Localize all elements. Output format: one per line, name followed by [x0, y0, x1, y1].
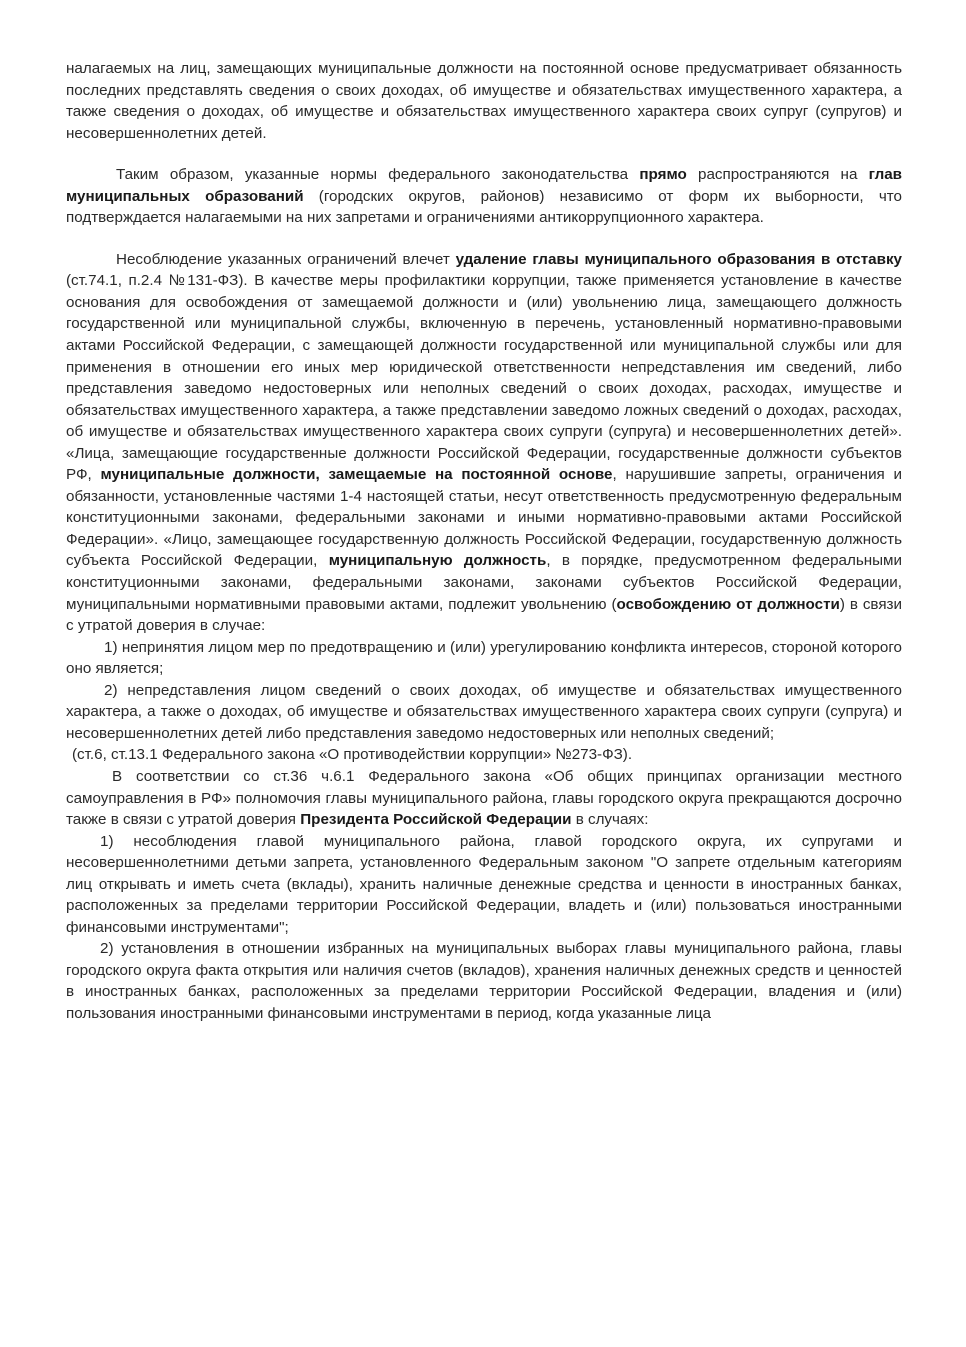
- list-item-4: 2) установления в отношении избранных на муниципальных выборах главы муниципального района, главы городского округа факта открытия или наличия счетов (вкладов), хранения наличных денежных средств и ценностей в иностранных банках, расположенных за пределами территории Российской Федерации, владения и (или) пользования иностранными финансовыми инструментами в период, когда указанные лица: [66, 940, 902, 1022]
- bold-text: прямо: [639, 166, 687, 184]
- text-run: (ст.74.1, п.2.4 №131-ФЗ). В качестве меры профилактики коррупции, также применяется установление в качестве основания для освобождения от замещаемой должности и (или) увольнению лица, замещающего должность государственной или муниципальной службы, включенную в перечень, установленный нормативно-правовыми актами Российской Федерации, с замещающей должности государственной или муниципальной службы или для применения в отношении его иных мер юридической ответственности непредставления им сведений, либо представления заведомо недостоверных или неполных сведений о своих доходах, расходах, имуществе и обязательствах имущественного характера, а также представлении заведомо ложных сведений о доходах, расходах, об имуществе и обязательствах имущественного характера своих супруги (супруга) и несовершеннолетних детей». «Лица, замещающие государственные должности Российской Федерации, государственные должности субъектов РФ,: [66, 272, 902, 484]
- paragraph-conclusion: [66, 164, 902, 229]
- document-page: [66, 58, 902, 1025]
- text-run: Таким образом, указанные нормы федерального законодательства: [116, 166, 640, 184]
- text-run: распространяются на: [686, 166, 869, 184]
- text-run: ) в связи с утратой доверия в случае:: [66, 595, 902, 635]
- bold-text: Президента Российской Федерации: [300, 811, 572, 829]
- bold-text: удаление главы муниципального образования в отставку: [455, 250, 903, 268]
- list-item-3: 1) несоблюдения главой муниципального района, главой городского округа, их супругами и несовершеннолетними детьми запрета, установленного Федеральным законом "О запрете отдельным категориям лиц открывать и иметь счета (вклады), хранить наличные денежные средства и ценности в иностранных банках, расположенных за пределами территории Российской Федерации, владеть и (или) пользоваться иностранными финансовыми инструментами";: [66, 832, 902, 936]
- text-run: в случаях:: [571, 811, 649, 829]
- text-run: Несоблюдение указанных ограничений влечет: [116, 250, 456, 268]
- paragraph-noncompliance: [66, 249, 902, 637]
- bold-text: глав муниципальных образований: [66, 166, 903, 205]
- bold-text: освобождению от должности: [616, 595, 840, 613]
- paragraph-intro: налагаемых на лиц, замещающих муниципальные должности на постоянной основе предусматривает обязанность последних представлять сведения о своих доходах, об имуществе и обязательствах имущественного характера, а также сведения о доходах, об имуществе и обязательствах имущественного характера своих супруг (супругов) и несовершеннолетних детей.: [66, 60, 902, 142]
- bold-text: муниципальные должности, замещаемые на постоянной основе: [100, 466, 613, 484]
- paragraph-federal-law: [66, 766, 902, 831]
- text-run: , нарушившие запреты, ограничения и обязанности, установленные частями 1-4 настоящей статьи, несут ответственность предусмотренную федеральным конституционными законами, федеральными законами и иными нормативно-правовыми актами Российской Федерации». «Лицо, замещающее государственную должность Российской Федерации, государственную должность субъекта Российской Федерации,: [66, 466, 902, 570]
- text-run: , в порядке, предусмотренном федеральными конституционными законами, федеральными законами, законами субъектов Российской Федерации, муниципальными нормативными правовыми актами, подлежит увольнению (: [66, 552, 902, 613]
- list-item-1: 1) непринятия лицом мер по предотвращению и (или) урегулированию конфликта интересов, стороной которого оно является;: [66, 638, 902, 678]
- text-run: (городских округов, районов) независимо от форм их выборности, что подтверждается налагаемыми на них запретами и ограничениями антикоррупционного характера.: [66, 187, 902, 227]
- text-run: В соответствии со ст.36 ч.6.1 Федерального закона «Об общих принципах организации местного самоуправления в РФ» полномочия главы муниципального района, главы городского округа прекращаются досрочно также в связи с утратой доверия: [66, 767, 902, 829]
- list-item-2: 2) непредставления лицом сведений о своих доходах, об имуществе и обязательствах имущественного характера, а также о доходах, об имуществе и обязательствах имущественного характера своих супруги (супруга) и несовершеннолетних детей либо представления заведомо недостоверных или неполных сведений;: [66, 681, 902, 742]
- law-reference: (ст.6, ст.13.1 Федерального закона «О противодействии коррупции» №273-ФЗ).: [72, 746, 633, 764]
- bold-text: муниципальную должность: [328, 552, 547, 570]
